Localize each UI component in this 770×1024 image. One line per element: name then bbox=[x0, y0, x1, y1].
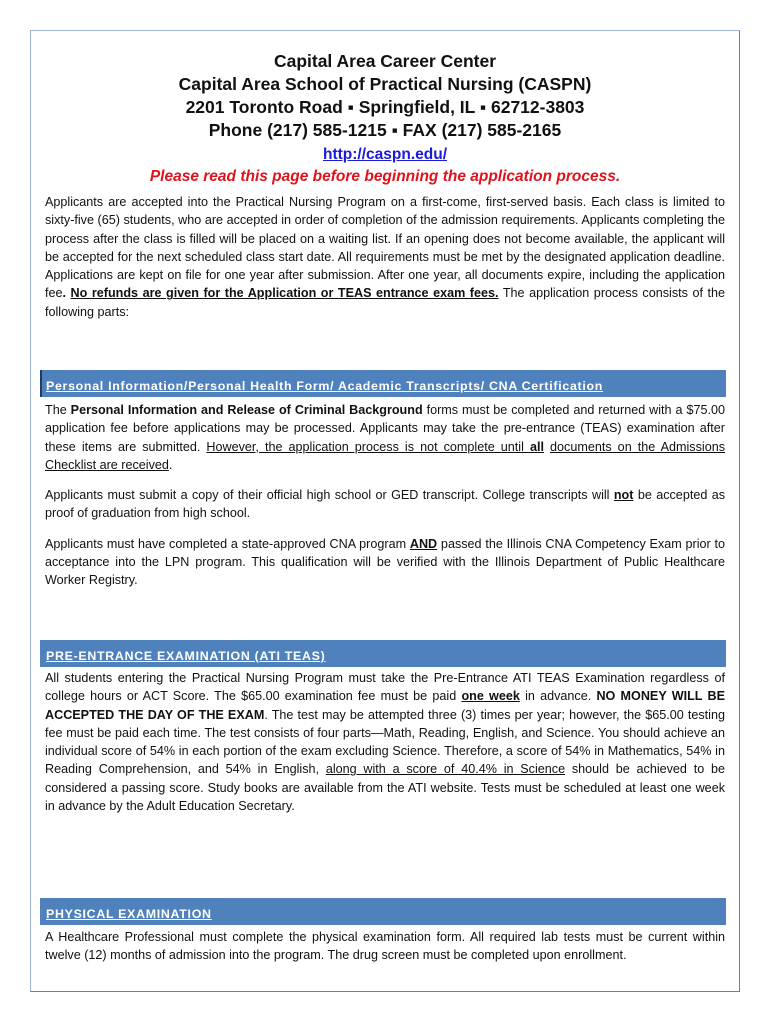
section-header-teas bbox=[40, 640, 726, 667]
forms-name: Personal Information and Release of Criminal Background bbox=[70, 403, 423, 417]
document-header bbox=[30, 50, 740, 188]
transcript-paragraph: Applicants must submit a copy of their official high school or GED transcript. College transcripts will not be accepted as proof of graduation from high school. bbox=[45, 488, 726, 521]
one-week-emphasis: one week bbox=[461, 689, 520, 704]
personal-info-section bbox=[45, 401, 725, 590]
bar-marker bbox=[40, 370, 42, 397]
physical-paragraph bbox=[45, 928, 725, 965]
science-score-emphasis: along with a score of 40.4% in Science bbox=[325, 762, 566, 777]
cna-paragraph: Applicants must have completed a state-approved CNA program AND passed the Illinois CNA Competency Exam prior to acceptance into the LPN program. This qualification will be verified with the Illinois Department of Public Healthcare Worker Registry. bbox=[45, 536, 725, 588]
read-notice: Please read this page before beginning the application process. bbox=[149, 168, 621, 185]
intro-paragraph bbox=[45, 193, 725, 321]
section-header-physical bbox=[40, 898, 726, 925]
not-emphasis: not bbox=[613, 488, 634, 503]
physical-text: A Healthcare Professional must complete the physical examination form. All required lab tests must be current within twelve (12) months of admission into the program. The drug screen must be completed upon enrollment. bbox=[45, 930, 725, 963]
section-title-teas: PRE-ENTRANCE EXAMINATION (ATI TEAS) bbox=[46, 649, 326, 663]
website-link[interactable]: http://caspn.edu/ bbox=[323, 146, 447, 163]
org-name: Capital Area Career Center bbox=[273, 51, 497, 71]
all-emphasis: all bbox=[529, 439, 544, 454]
no-money-notice: NO MONEY WILL BE ACCEPTED THE DAY OF THE EXAM bbox=[45, 689, 725, 722]
phone-fax: Phone (217) 585-1215 ▪ FAX (217) 585-2165 bbox=[208, 120, 562, 140]
address: 2201 Toronto Road ▪ Springfield, IL ▪ 62712-3803 bbox=[185, 97, 585, 117]
forms-paragraph: The Personal Information and Release of Criminal Background forms must be completed and returned with a $75.00 application fee before applications may be processed. Applicants may take the pre-entrance (TEAS) examination after these items are submitted. However, the application process is not complete until all documents on the Admissions Checklist are received. bbox=[45, 403, 726, 472]
teas-paragraph: All students entering the Practical Nursing Program must take the Pre-Entrance ATI TEAS Examination regardless of college hours or ACT Score. The $65.00 examination fee must be paid one week in advance. NO MONEY WILL BE ACCEPTED THE DAY OF THE EXAM. The test may be attempted three (3) times per year; however, the $65.00 testing fee must be paid each time. The test consists of four parts—Math, Reading, English, and Science. You should achieve an individual score of 54% in each portion of the exam excluding Science. Therefore, a score of 54% in Mathematics, 54% in Reading Comprehension, and 54% in English, along with a score of 40.4% in Science should be achieved to be considered a passing score. Study books are available from the ATI website. Tests must be scheduled at least one week in advance by the Adult Education Secretary. bbox=[45, 671, 725, 814]
no-refunds-notice: No refunds are given for the Application or TEAS entrance exam fees. bbox=[70, 286, 499, 301]
intro-period: . bbox=[62, 286, 67, 301]
and-emphasis: AND bbox=[409, 536, 438, 551]
section-title-personal-info: Personal Information/Personal Health Form/ Academic Transcripts/ CNA Certification bbox=[46, 379, 604, 393]
section-header-personal-info bbox=[40, 370, 726, 397]
intro-text: Applicants are accepted into the Practical Nursing Program on a first-come, first-served basis. Each class is limited to sixty-five (65) students, who are accepted in order of completion of the admission requirements. Applicants completing the process after the class is filled will be placed on a waiting list. If an opening does not become available, the applicant will be accepted for the next scheduled class start date. All requirements must be met by the designated application deadline. Applications are kept on file for one year after submission. After one year, all documents expire, including the application fee bbox=[45, 195, 725, 301]
section-title-physical: PHYSICAL EXAMINATION bbox=[46, 907, 212, 921]
intro-tail: The application process consists of the following parts: bbox=[45, 286, 725, 319]
school-name: Capital Area School of Practical Nursing (CASPN) bbox=[178, 74, 592, 94]
